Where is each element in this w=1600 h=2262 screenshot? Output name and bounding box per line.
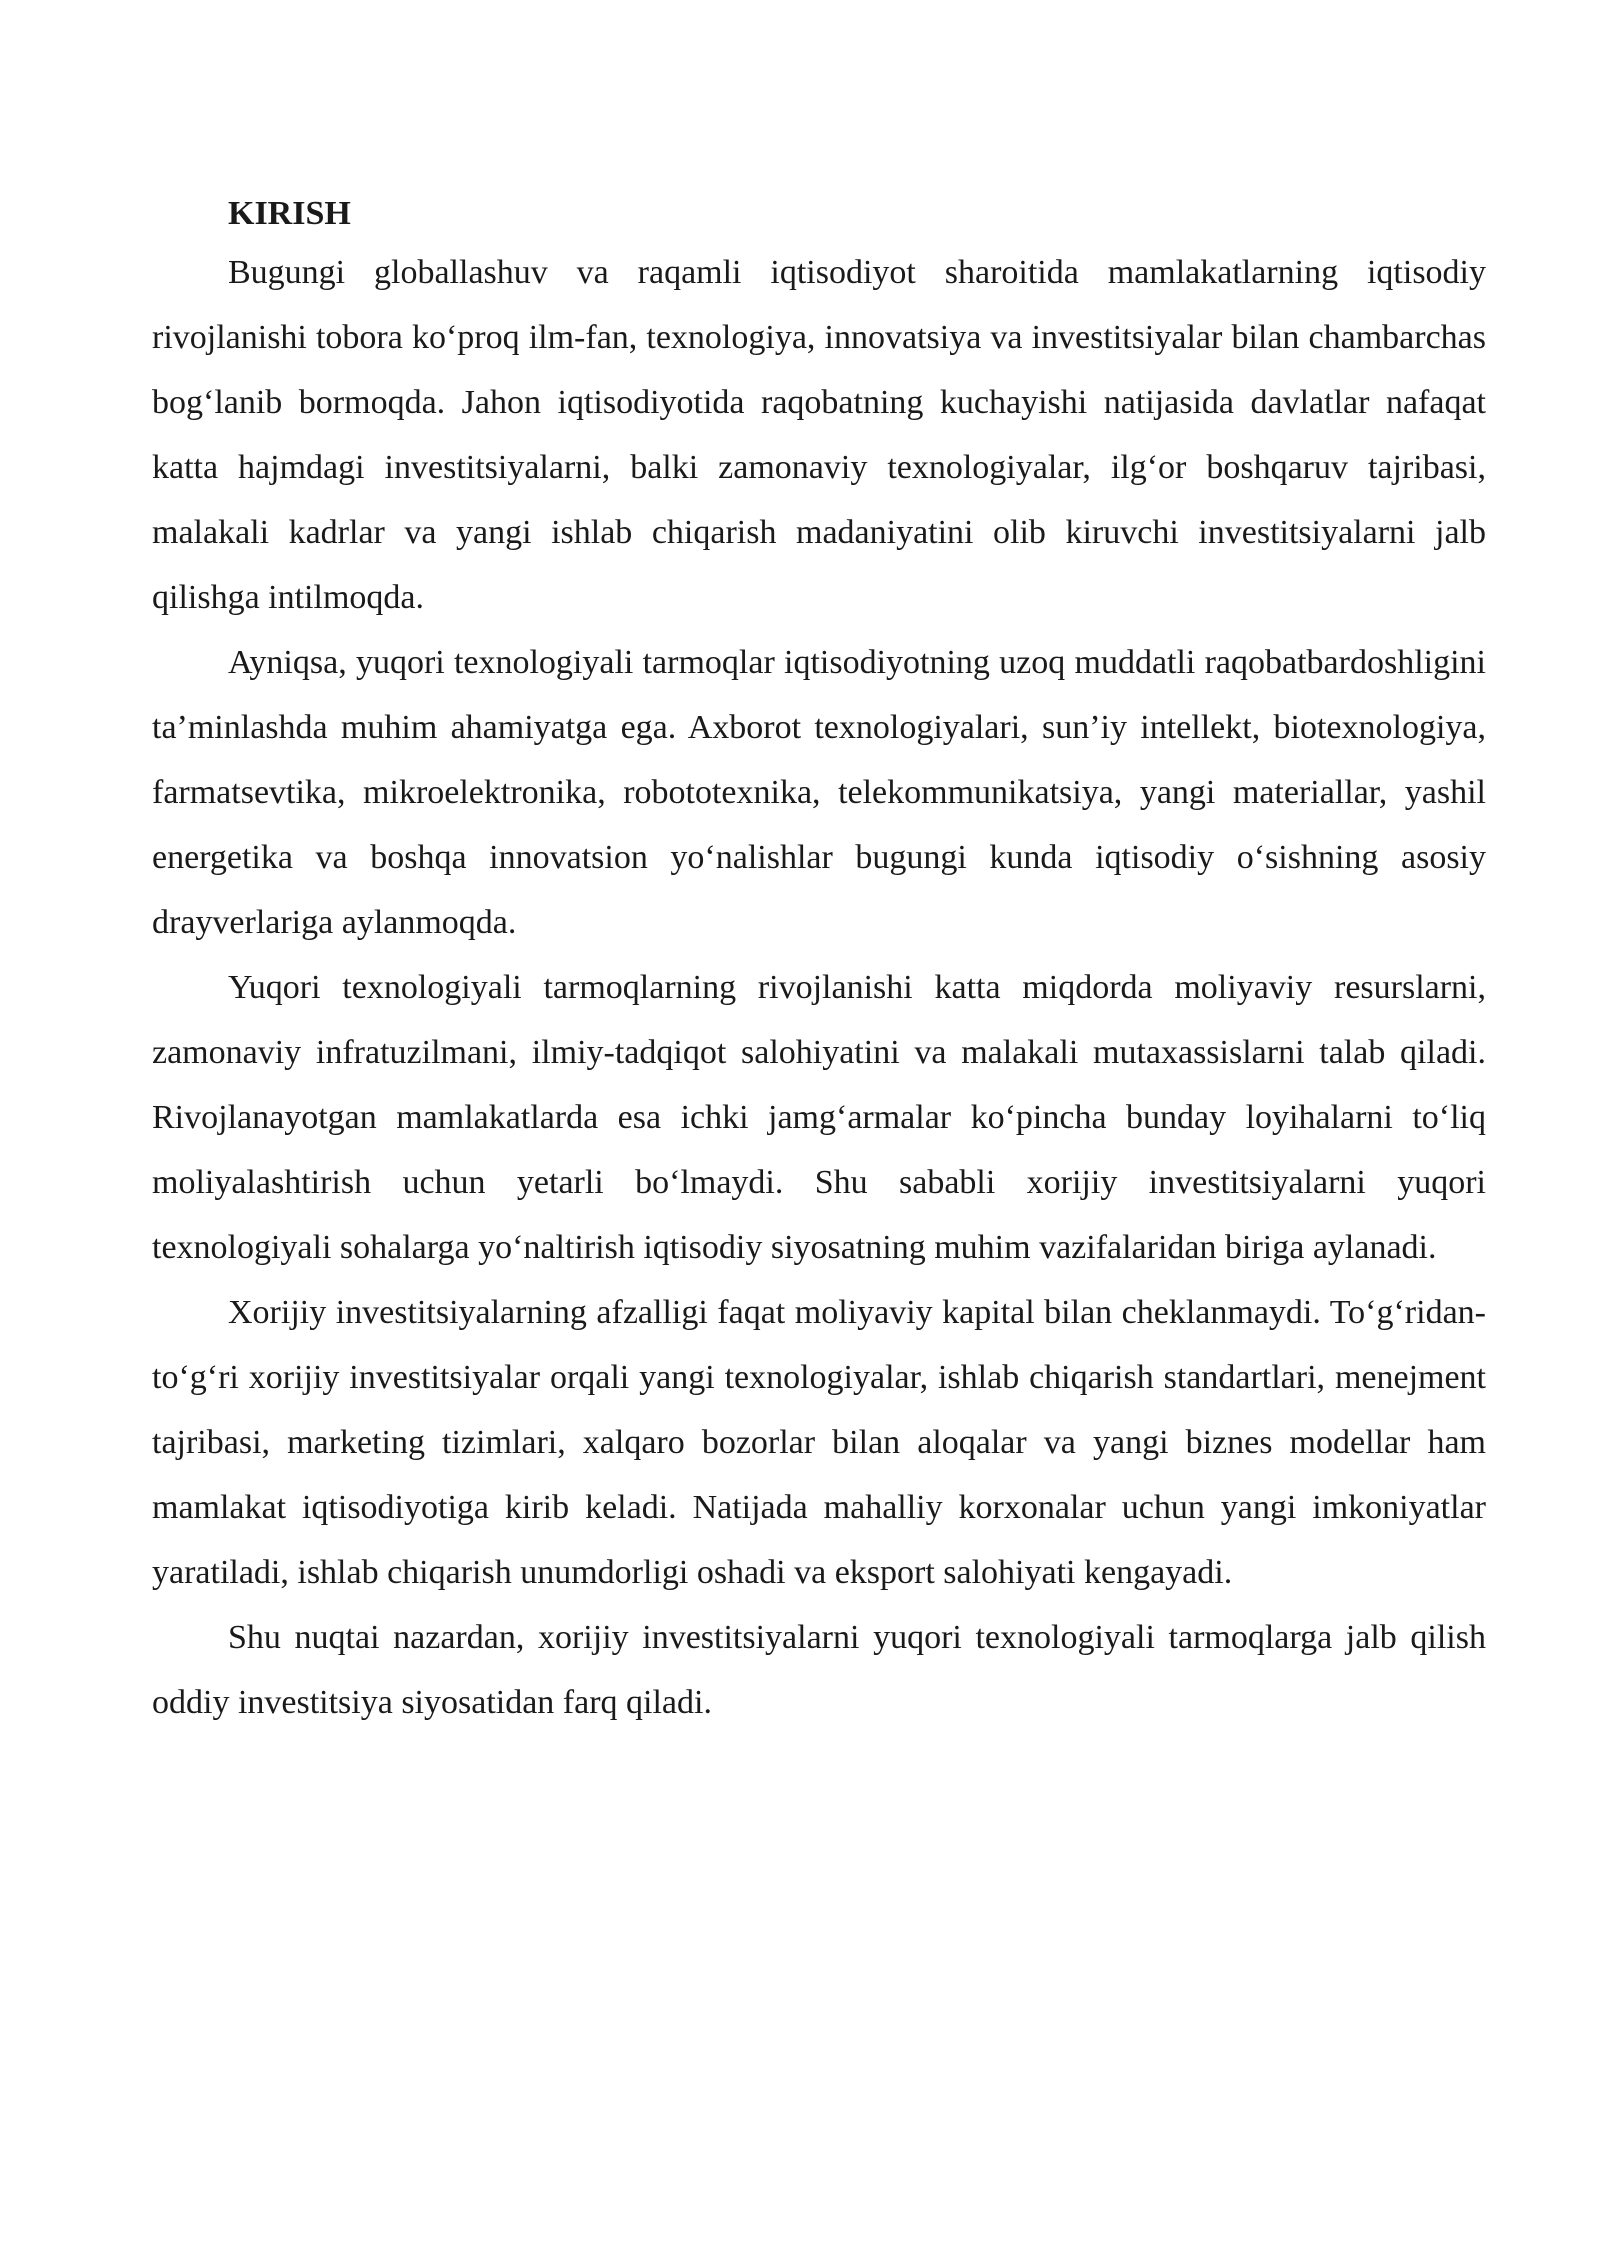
section-heading: KIRISH <box>228 195 351 232</box>
document-body <box>152 188 1486 1735</box>
paragraph-1: Bugungi globallashuv va raqamli iqtisodiyot sharoitida mamlakatlarning iqtisodiy rivojlanishi tobora ko‘proq ilm-fan, texnologiya, innovatsiya va investitsiyalar bilan chambarchas bog‘lanib bormoqda. Jahon iqtisodiyotida raqobatning kuchayishi natijasida davlatlar nafaqat katta hajmdagi investitsiyalarni, balki zamonaviy texnologiyalar, ilg‘or boshqaruv tajribasi, malakali kadrlar va yangi ishlab chiqarish madaniyatini olib kiruvchi investitsiyalarni jalb qilishga intilmoqda. <box>152 254 1486 616</box>
paragraph-5: Shu nuqtai nazardan, xorijiy investitsiyalarni yuqori texnologiyali tarmoqlarga jalb qilish oddiy investitsiya siyosatidan farq qiladi. <box>152 1619 1486 1721</box>
paragraph-3: Yuqori texnologiyali tarmoqlarning rivojlanishi katta miqdorda moliyaviy resurslarni, zamonaviy infratuzilmani, ilmiy-tadqiqot salohiyatini va malakali mutaxassislarni talab qiladi. Rivojlanayotgan mamlakatlarda esa ichki jamg‘armalar ko‘pincha bunday loyihalarni to‘liq moliyalashtirish uchun yetarli bo‘lmaydi. Shu sababli xorijiy investitsiyalarni yuqori texnologiyali sohalarga yo‘naltirish iqtisodiy siyosatning muhim vazifalaridan biriga aylanadi. <box>152 969 1486 1266</box>
paragraph-4: Xorijiy investitsiyalarning afzalligi faqat moliyaviy kapital bilan cheklanmaydi. To‘g‘ridan-to‘g‘ri xorijiy investitsiyalar orqali yangi texnologiyalar, ishlab chiqarish standartlari, menejment tajribasi, marketing tizimlari, xalqaro bozorlar bilan aloqalar va yangi biznes modellar ham mamlakat iqtisodiyotiga kirib keladi. Natijada mahalliy korxonalar uchun yangi imkoniyatlar yaratiladi, ishlab chiqarish unumdorligi oshadi va eksport salohiyati kengayadi. <box>152 1294 1486 1591</box>
paragraph-2: Ayniqsa, yuqori texnologiyali tarmoqlar iqtisodiyotning uzoq muddatli raqobatbardoshligini ta’minlashda muhim ahamiyatga ega. Axborot texnologiyalari, sun’iy intellekt, biotexnologiya, farmatsevtika, mikroelektronika, robototexnika, telekommunikatsiya, yangi materiallar, yashil energetika va boshqa innovatsion yo‘nalishlar bugungi kunda iqtisodiy o‘sishning asosiy drayverlariga aylanmoqda. <box>152 644 1486 941</box>
